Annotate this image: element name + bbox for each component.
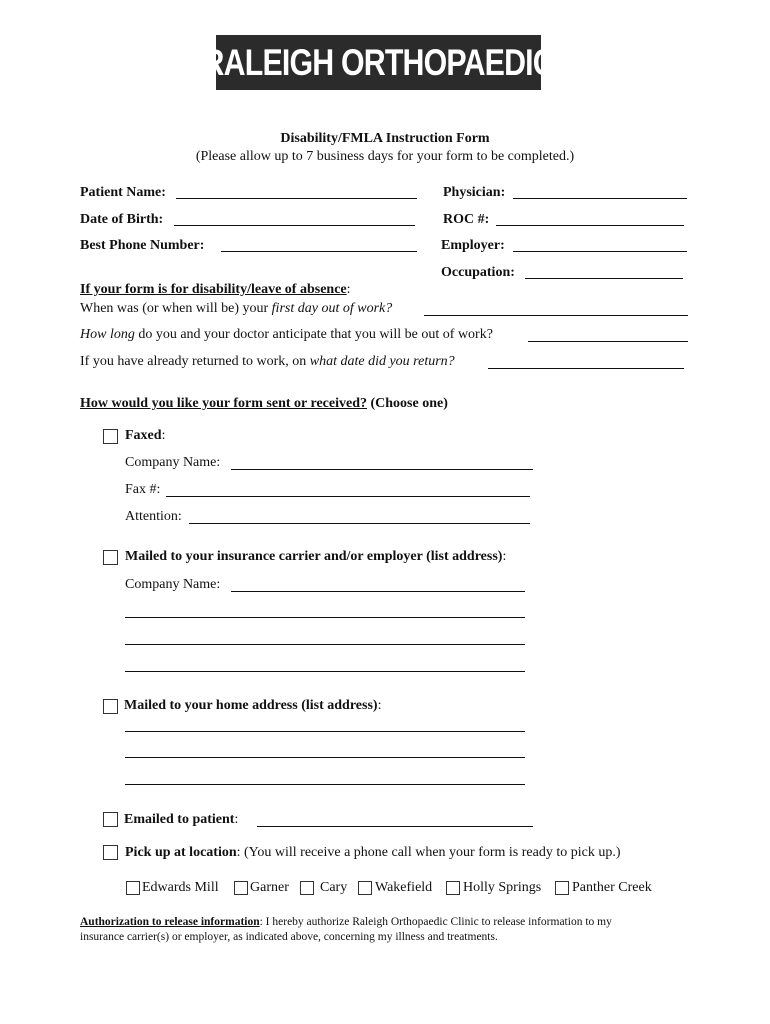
pickup-option <box>125 845 621 861</box>
form-subtitle: (Please allow up to 7 business days for your form to be completed.) <box>195 149 575 164</box>
how-long-question-b: do you and your doctor anticipate that you will be out of work? <box>134 327 493 342</box>
attention-field[interactable] <box>189 523 530 524</box>
pickup-checkbox[interactable] <box>103 845 118 860</box>
pickup-label: Pick up at location <box>125 845 237 860</box>
home-address-line-1[interactable] <box>125 731 525 732</box>
location-label-wakefield: Wakefield <box>375 880 433 895</box>
fax-company-name-field[interactable] <box>231 469 533 470</box>
faxed-checkbox[interactable] <box>103 429 118 444</box>
delivery-heading-choose: (Choose one) <box>367 396 448 411</box>
location-label-holly-springs: Holly Springs <box>463 880 542 895</box>
faxed-colon: : <box>161 428 166 443</box>
how-long-question-a: How long <box>80 327 135 342</box>
pickup-note: : (You will receive a phone call when your form is ready to pick up.) <box>236 845 621 860</box>
best-phone-field[interactable] <box>221 251 417 252</box>
first-day-field[interactable] <box>424 315 688 316</box>
authorization-label: Authorization to release information <box>80 916 260 928</box>
mailed-home-colon: : <box>377 698 382 713</box>
emailed-option <box>124 812 238 828</box>
insurance-address-line-3[interactable] <box>125 671 525 672</box>
best-phone-label: Best Phone Number: <box>80 238 205 253</box>
emailed-checkbox[interactable] <box>103 812 118 827</box>
fax-number-label: Fax #: <box>125 482 161 497</box>
location-checkbox-wakefield[interactable] <box>358 881 372 895</box>
logo-text: RALEIGH ORTHOPAEDIC <box>202 41 555 83</box>
clinic-logo <box>202 35 555 90</box>
insurance-address-line-2[interactable] <box>125 644 525 645</box>
location-label-garner: Garner <box>250 880 289 895</box>
insurance-address-line-1[interactable] <box>125 617 525 618</box>
location-label-panther-creek: Panther Creek <box>572 880 652 895</box>
date-of-birth-label: Date of Birth: <box>80 212 164 227</box>
occupation-label: Occupation: <box>441 265 515 280</box>
employer-field[interactable] <box>513 251 687 252</box>
patient-name-field[interactable] <box>176 198 417 199</box>
roc-field[interactable] <box>496 225 684 226</box>
emailed-label: Emailed to patient <box>124 812 235 827</box>
first-day-question-a: When was (or when will be) your <box>80 301 272 316</box>
location-label-cary: Cary <box>320 880 348 895</box>
mailed-home-label: Mailed to your home address (list address) <box>124 698 378 713</box>
home-address-line-2[interactable] <box>125 757 525 758</box>
attention-label: Attention: <box>125 509 182 524</box>
delivery-heading <box>80 396 448 412</box>
authorization-line-1 <box>80 916 612 928</box>
location-checkbox-cary[interactable] <box>300 881 314 895</box>
mailed-home-checkbox[interactable] <box>103 699 118 714</box>
mailed-insurance-label: Mailed to your insurance carrier and/or employer (list address) <box>125 549 503 564</box>
delivery-heading-text: How would you like your form sent or received? <box>80 396 367 411</box>
authorization-text-1: : I hereby authorize Raleigh Orthopaedic Clinic to release information to my <box>259 916 612 928</box>
location-checkbox-garner[interactable] <box>234 881 248 895</box>
disability-heading <box>80 282 351 298</box>
form-title: Disability/FMLA Instruction Form <box>280 131 490 146</box>
first-day-question-b: first day out of work? <box>271 301 393 316</box>
location-checkbox-edwards-mill[interactable] <box>126 881 140 895</box>
mailed-insurance-checkbox[interactable] <box>103 550 118 565</box>
location-label-edwards-mill: Edwards Mill <box>142 880 219 895</box>
physician-label: Physician: <box>443 185 506 200</box>
mail-company-name-label: Company Name: <box>125 577 221 592</box>
faxed-label: Faxed <box>125 428 162 443</box>
mailed-insurance-colon: : <box>502 549 507 564</box>
location-checkbox-panther-creek[interactable] <box>555 881 569 895</box>
mailed-home-option <box>124 698 381 714</box>
email-field[interactable] <box>257 826 533 827</box>
patient-name-label: Patient Name: <box>80 185 166 200</box>
first-day-question <box>80 301 392 317</box>
location-checkbox-holly-springs[interactable] <box>446 881 460 895</box>
occupation-field[interactable] <box>525 278 683 279</box>
employer-label: Employer: <box>441 238 505 253</box>
disability-heading-colon: : <box>346 282 351 297</box>
return-date-question-b: what date did you return? <box>309 354 455 369</box>
mailed-insurance-option <box>125 549 506 565</box>
mail-company-name-field[interactable] <box>231 591 525 592</box>
home-address-line-3[interactable] <box>125 784 525 785</box>
fax-number-field[interactable] <box>166 496 530 497</box>
physician-field[interactable] <box>513 198 687 199</box>
emailed-colon: : <box>234 812 239 827</box>
return-date-question <box>80 354 455 370</box>
roc-label: ROC #: <box>443 212 490 227</box>
how-long-field[interactable] <box>528 341 688 342</box>
disability-heading-text: If your form is for disability/leave of absence <box>80 282 347 297</box>
authorization-text-2: insurance carrier(s) or employer, as indicated above, concerning my illness and treatments. <box>80 931 498 943</box>
return-date-question-a: If you have already returned to work, on <box>80 354 310 369</box>
faxed-option <box>125 428 165 444</box>
fax-company-name-label: Company Name: <box>125 455 221 470</box>
return-date-field[interactable] <box>488 368 684 369</box>
how-long-question <box>80 327 493 343</box>
date-of-birth-field[interactable] <box>174 225 415 226</box>
